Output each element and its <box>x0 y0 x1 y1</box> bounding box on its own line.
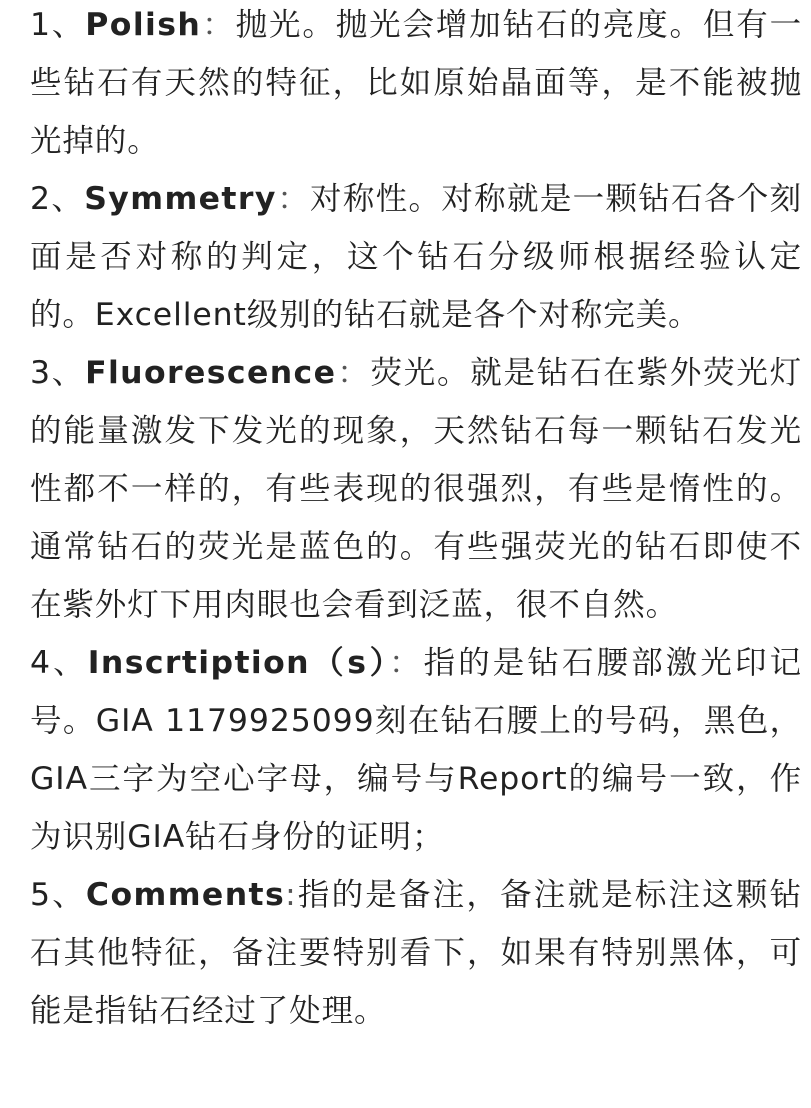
list-item-comments <box>30 866 802 1040</box>
item-term: Comments <box>85 877 286 913</box>
list-item-polish <box>30 0 802 170</box>
item-separator: ： <box>388 645 424 681</box>
item-description: 指的是备注，备注就是标注这颗钻石其他特征，备注要特别看下，如果有特别黑体，可能是指钻石经过了处理。 <box>30 877 802 1029</box>
item-term: Fluorescence <box>85 355 337 391</box>
list-item-fluorescence <box>30 344 802 634</box>
item-index: 4、 <box>30 645 88 681</box>
item-description: 荧光。就是钻石在紫外荧光灯的能量激发下发光的现象，天然钻石每一颗钻石发光性都不一样的，有些表现的很强烈，有些是惰性的。通常钻石的荧光是蓝色的。有些强荧光的钻石即使不在紫外灯下用肉眼也会看到泛蓝，很不自然。 <box>30 355 803 623</box>
item-term: Inscrtiption（s） <box>87 645 389 681</box>
item-description: 指的是钻石腰部激光印记号。GIA 1179925099刻在钻石腰上的号码，黑色，GIA三字为空心字母，编号与Report的编号一致，作为识别GIA钻石身份的证明； <box>30 645 802 855</box>
item-separator: ： <box>336 355 371 391</box>
item-index: 1、 <box>30 7 86 43</box>
item-separator: ： <box>201 7 236 43</box>
item-separator: ： <box>276 181 311 217</box>
item-description: 对称性。对称就是一颗钻石各个刻面是否对称的判定，这个钻石分级师根据经验认定的。Excellent级别的钻石就是各个对称完美。 <box>30 181 802 333</box>
item-index: 2、 <box>30 181 85 217</box>
list-item-symmetry <box>30 170 802 344</box>
item-index: 5、 <box>30 877 86 913</box>
item-term: Symmetry <box>84 181 277 217</box>
article-body <box>30 0 802 1040</box>
item-term: Polish <box>85 7 202 43</box>
item-index: 3、 <box>30 355 86 391</box>
item-description: 抛光。抛光会增加钻石的亮度。但有一些钻石有天然的特征，比如原始晶面等，是不能被抛光掉的。 <box>30 7 802 159</box>
item-separator: : <box>285 877 297 913</box>
list-item-inscription <box>30 634 802 866</box>
